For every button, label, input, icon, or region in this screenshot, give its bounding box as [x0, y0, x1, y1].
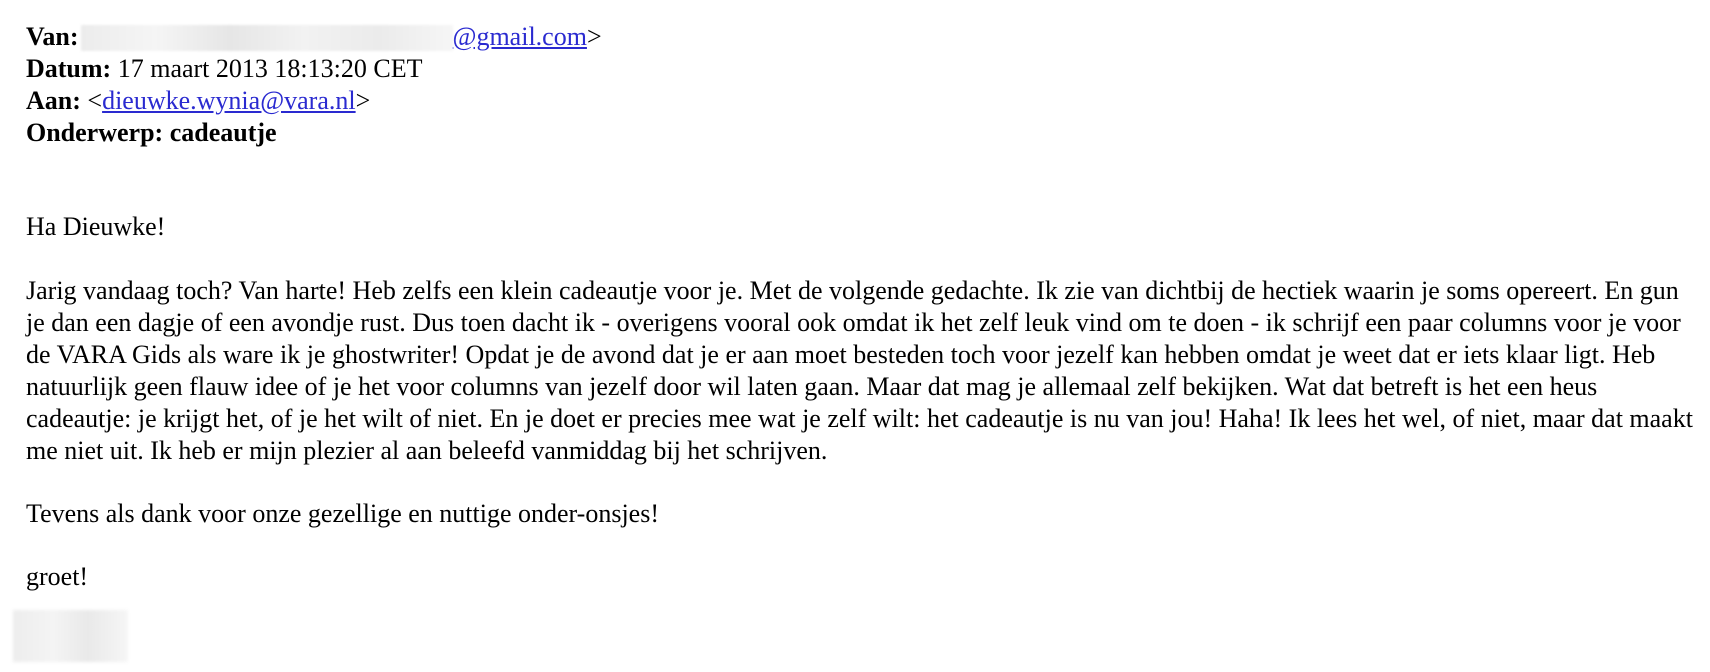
to-close-bracket: >	[355, 86, 371, 115]
greeting: Ha Dieuwke!	[26, 212, 166, 241]
date-line	[26, 53, 1696, 85]
message-paragraph: Jarig vandaag toch? Van harte! Heb zelfs een klein cadeautje voor je. Met de volgende gedachte. Ik zie van dichtbij de hectiek waarin je soms opereert. En gun je dan een dagje of een avondje rust. Dus toen dacht ik - overigens vooral ook omdat ik het zelf leuk vind om te doen - ik schrijf een paar columns voor je voor de VARA Gids als ware ik je ghostwriter! Opdat je de avond dat je er aan moet besteden toch voor jezelf kan hebben omdat je weet dat er iets klaar ligt. Heb natuurlijk geen flauw idee of je het voor columns van jezelf door wil laten gaan. Maar dat mag je allemaal zelf bekijken. Wat dat betreft is het een heus cadeautje: je krijgt het, of je het wilt of niet. En je doet er precies mee wat je zelf wilt: het cadeautje is nu van jou! Haha! Ik lees het wel, of niet, maar dat maakt me niet uit. Ik heb er mijn plezier al aan beleefd vanmiddag bij het schrijven.	[26, 276, 1693, 465]
closing-line: groet!	[26, 562, 89, 591]
date-label: Datum:	[26, 54, 112, 83]
subject-label: Onderwerp:	[26, 118, 164, 147]
to-line	[26, 85, 1696, 117]
redacted-signature	[13, 610, 128, 662]
from-close-bracket: >	[586, 22, 602, 51]
from-line	[26, 21, 1696, 53]
from-label: Van:	[26, 22, 79, 51]
to-open-bracket: <	[87, 86, 103, 115]
to-email-link[interactable]: dieuwke.wynia@vara.nl	[102, 86, 356, 115]
subject-value: cadeautje	[169, 118, 277, 147]
to-label: Aan:	[26, 86, 81, 115]
subject-line	[26, 117, 1696, 149]
email-printout	[26, 21, 1696, 593]
redacted-sender-name	[81, 25, 453, 51]
from-email-link[interactable]: @gmail.com	[452, 22, 587, 51]
date-value: 17 maart 2013 18:13:20 CET	[117, 54, 423, 83]
thanks-line: Tevens als dank voor onze gezellige en nuttige onder-onsjes!	[26, 499, 660, 528]
